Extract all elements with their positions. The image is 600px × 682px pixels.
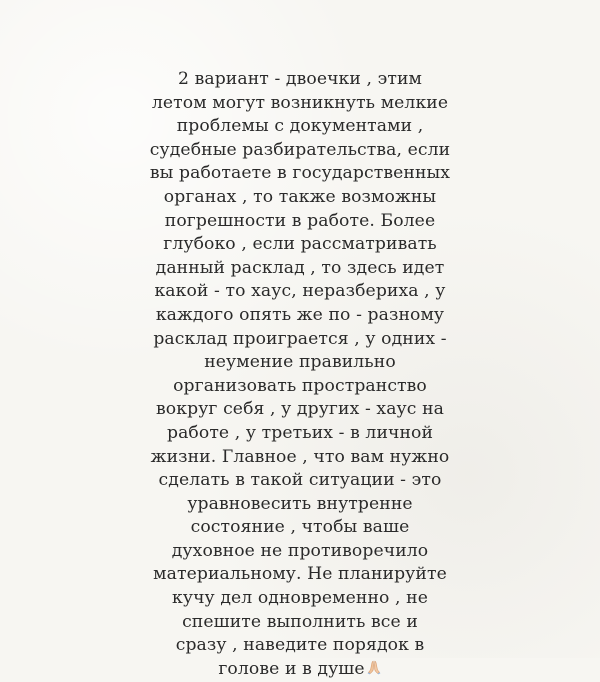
text-line: вы работаете в государственных (149, 163, 451, 184)
text-line: какой - то хаус, неразбериха , у (154, 281, 446, 302)
text-line: сразу , наведите порядок в (175, 635, 425, 656)
text-line: работе , у третьих - в личной (166, 422, 434, 443)
text-line: кучу дел одновременно , не (172, 588, 428, 609)
text-line: данный расклад , то здесь идет (155, 257, 445, 278)
text-line: неумение правильно (204, 352, 396, 373)
text-line: 2 вариант - двоечки , этим (177, 69, 422, 89)
praying-hands-icon (366, 659, 382, 675)
text-line: сделать в такой ситуации - это (158, 470, 442, 491)
text-line: вокруг себя , у других - хаус на (156, 399, 444, 420)
text-line: уравновесить внутренне (187, 493, 413, 514)
text-line: органах , то также возможны (163, 186, 437, 207)
text-line: состояние , чтобы ваше (190, 517, 410, 538)
text-line: материальному. Не планируйте (153, 564, 447, 585)
text-line: летом могут возникнуть мелкие (151, 92, 449, 113)
text-line: духовное не противоречило (171, 540, 429, 561)
text-line: погрешности в работе. Более (164, 210, 436, 231)
text-line: судебные разбирательства, если (149, 139, 451, 160)
text-line: расклад проиграется , у одних - (153, 328, 447, 349)
story-text-block (140, 68, 460, 681)
text-line: спешите выполнить все и (182, 611, 418, 632)
text-line: глубоко , если рассматривать (163, 234, 437, 255)
text-line: организовать пространство (173, 375, 427, 396)
text-line-last-content: голове и в душе (218, 658, 365, 679)
text-line: каждого опять же по - разному (155, 304, 445, 325)
text-line: проблемы с документами , (176, 116, 424, 137)
text-line-last (140, 658, 460, 682)
text-line: жизни. Главное , что вам нужно (150, 446, 450, 467)
